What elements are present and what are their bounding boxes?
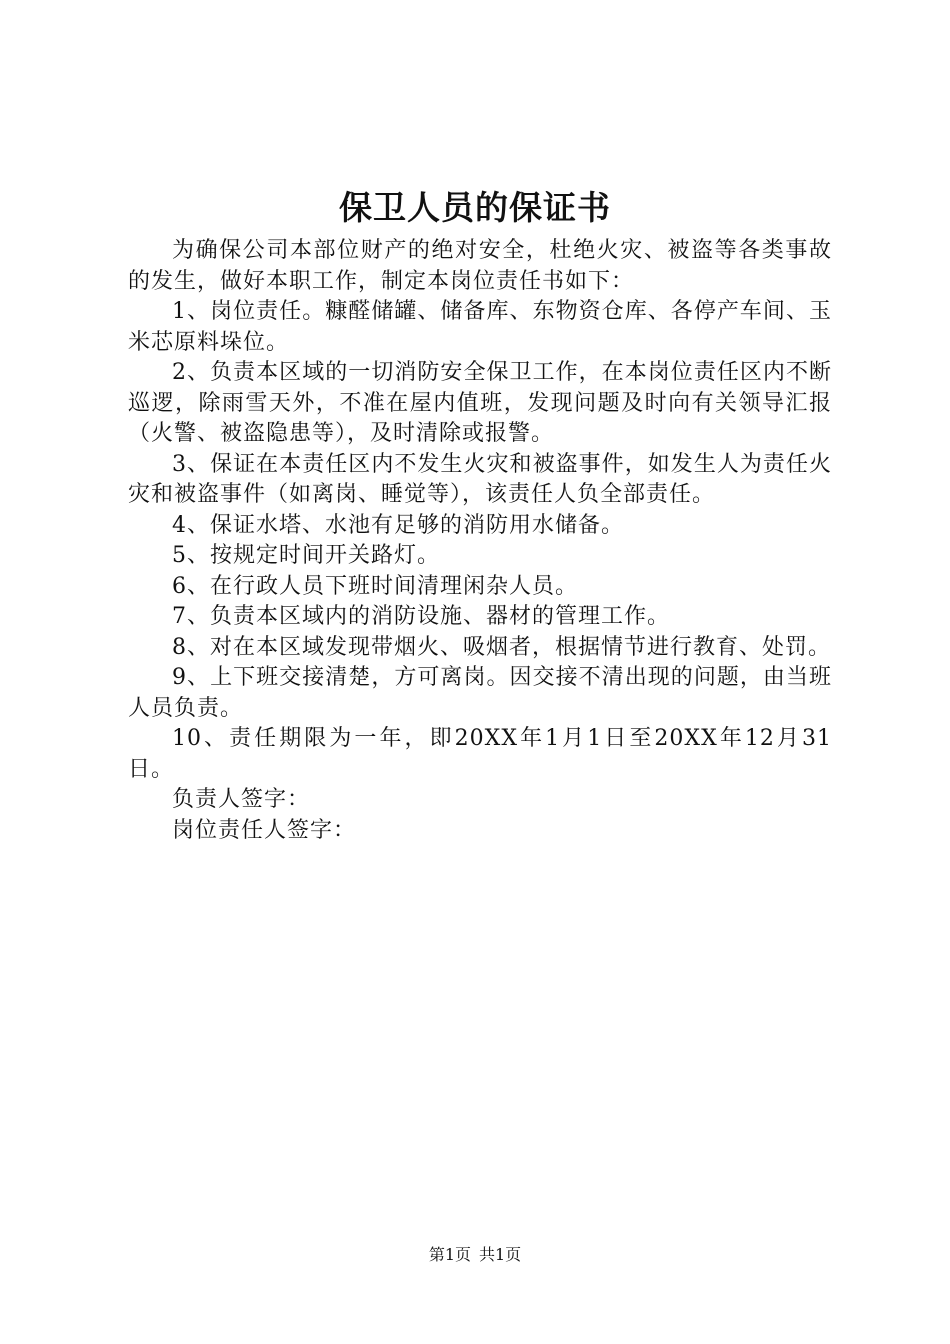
paragraph-item-10: 10、责任期限为一年，即20XX年1月1日至20XX年12月31日。: [128, 726, 832, 782]
signature-line-post-holder: 岗位责任人签字：: [172, 817, 357, 843]
page-number-current: 第1页: [428, 1245, 471, 1264]
paragraph-item-7: 7、负责本区域内的消防设施、器材的管理工作。: [172, 604, 670, 629]
page-footer: [0, 1243, 950, 1267]
paragraph-item-8: 8、对在本区域发现带烟火、吸烟者，根据情节进行教育、处罚。: [172, 634, 831, 660]
paragraph-item-5: 5、按规定时间开关路灯。: [172, 543, 440, 568]
paragraph-item-9: 9、上下班交接清楚，方可离岗。因交接不清出现的问题，由当班人员负责。: [128, 665, 832, 721]
signature-line-supervisor: 负责人签字：: [172, 787, 311, 812]
paragraph-item-2: 2、负责本区域的一切消防安全保卫工作，在本岗位责任区内不断巡逻，除雨雪天外，不准在屋内值班，发现问题及时向有关领导汇报（火警、被盗隐患等），及时清除或报警。: [128, 360, 832, 446]
page-number-total: 共1页: [479, 1245, 522, 1264]
paragraph-intro: 为确保公司本部位财产的绝对安全，杜绝火灾、被盗等各类事故的发生，做好本职工作，制定本岗位责任书如下：: [128, 238, 832, 294]
paragraph-item-6: 6、在行政人员下班时间清理闲杂人员。: [172, 573, 578, 599]
paragraph-item-1: 1、岗位责任。糠醛储罐、储备库、东物资仓库、各停产车间、玉米芯原料垛位。: [128, 299, 832, 355]
paragraph-item-4: 4、保证水塔、水池有足够的消防用水储备。: [172, 512, 624, 538]
paragraph-item-3: 3、保证在本责任区内不发生火灾和被盗事件，如发生人为责任火灾和被盗事件（如离岗、睡觉等），该责任人负全部责任。: [128, 451, 832, 507]
document-title: 保卫人员的保证书: [339, 188, 611, 227]
document-body: [128, 236, 832, 846]
